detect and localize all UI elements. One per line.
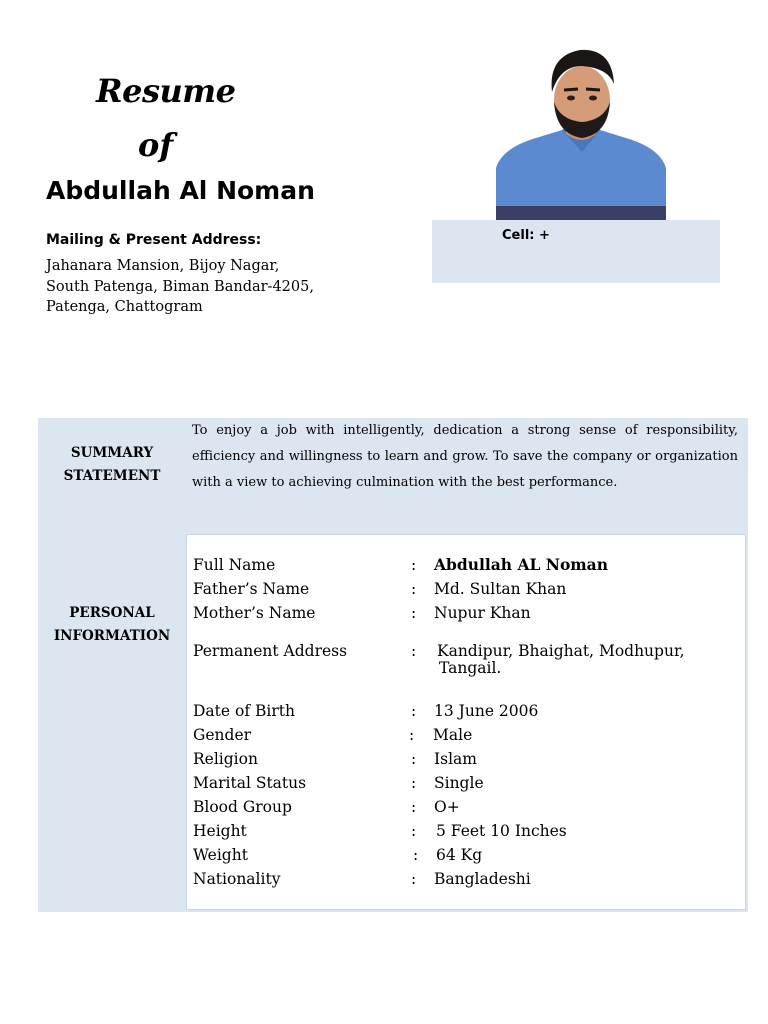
info-value: 13 June 2006	[434, 702, 539, 720]
info-value: Tangail.	[439, 659, 502, 677]
info-label: Weight	[193, 846, 248, 864]
info-label: Religion	[193, 750, 258, 768]
details-table	[38, 418, 748, 912]
info-label: Height	[193, 822, 247, 840]
info-label: Father’s Name	[193, 580, 310, 598]
address-label: Mailing & Present Address:	[46, 232, 262, 248]
info-label: Full Name	[193, 556, 276, 574]
info-separator: :	[411, 798, 417, 816]
info-value: Islam	[434, 750, 477, 768]
summary-label-line: STATEMENT	[63, 468, 161, 484]
info-value: Male	[433, 726, 473, 744]
contact-box	[432, 220, 720, 283]
info-separator: :	[411, 870, 417, 888]
profile-photo	[496, 40, 666, 220]
info-label: Nationality	[193, 870, 281, 888]
info-separator: :	[411, 822, 417, 840]
resume-title-of: of	[138, 126, 174, 164]
info-value: 64 Kg	[436, 846, 483, 864]
info-label: Gender	[193, 726, 252, 744]
info-separator: :	[409, 726, 415, 744]
info-label: Permanent Address	[193, 642, 348, 660]
info-value: Md. Sultan Khan	[434, 580, 567, 598]
summary-statement-text: To enjoy a job with intelligently, dedication a strong sense of responsibility, efficiency and willingness to learn and grow. To save the company or organization with a view to achieving culmination with the best performance.	[192, 423, 738, 490]
summary-label-line: SUMMARY	[70, 445, 154, 461]
info-value: O+	[434, 798, 460, 816]
info-value: Kandipur, Bhaighat, Modhupur,	[437, 642, 685, 660]
address-line: Jahanara Mansion, Bijoy Nagar,	[46, 258, 280, 274]
info-value: Abdullah AL Noman	[434, 555, 608, 574]
candidate-name: Abdullah Al Noman	[46, 176, 315, 205]
summary-section-label	[38, 442, 186, 488]
info-value: Bangladeshi	[434, 870, 531, 888]
address-line: South Patenga, Biman Bandar-4205,	[46, 278, 314, 295]
address-block	[46, 256, 314, 318]
info-separator: :	[411, 580, 417, 598]
info-separator: :	[411, 642, 417, 660]
person-portrait-icon	[496, 40, 666, 220]
info-separator: :	[411, 750, 417, 768]
personal-section-label	[38, 602, 186, 648]
info-separator: :	[413, 846, 419, 864]
info-label: Marital Status	[193, 774, 307, 792]
info-separator: :	[411, 774, 417, 792]
info-separator: :	[411, 604, 417, 622]
personal-info-box	[186, 534, 746, 910]
resume-title: Resume	[96, 72, 236, 110]
info-value: Nupur Khan	[434, 604, 531, 622]
personal-label-line: PERSONAL	[69, 605, 155, 621]
info-value: Single	[434, 774, 484, 792]
personal-label-line: INFORMATION	[53, 628, 171, 644]
info-label: Mother’s Name	[193, 604, 316, 622]
info-label: Blood Group	[193, 798, 292, 816]
info-separator: :	[411, 556, 417, 574]
info-value: 5 Feet 10 Inches	[436, 822, 567, 840]
cell-phone-label: Cell: +	[502, 228, 550, 243]
address-line: Patenga, Chattogram	[46, 299, 203, 315]
info-label: Date of Birth	[193, 702, 295, 720]
info-separator: :	[411, 702, 417, 720]
